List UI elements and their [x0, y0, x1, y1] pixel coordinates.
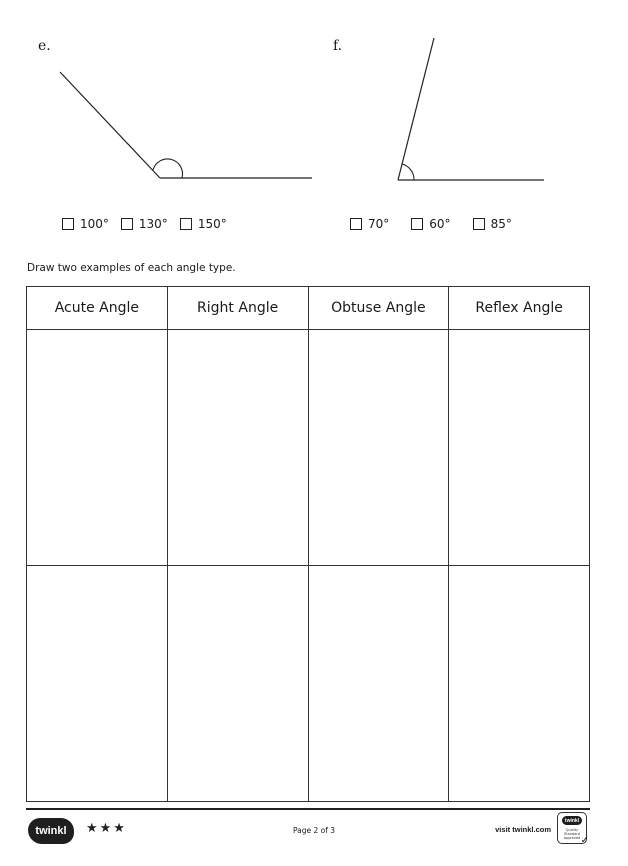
- rating-stars: ★★★: [86, 821, 127, 836]
- option-f-3[interactable]: 85°: [473, 217, 512, 231]
- drawing-cell-right-1[interactable]: [167, 330, 308, 566]
- drawing-cell-obtuse-2[interactable]: [308, 566, 449, 802]
- table-row: [27, 566, 590, 802]
- checkmark-icon: ✓: [580, 835, 589, 846]
- drawing-cell-right-2[interactable]: [167, 566, 308, 802]
- checkbox[interactable]: [62, 218, 74, 230]
- question-f-label: f.: [333, 38, 343, 54]
- footer-divider: [26, 808, 590, 810]
- visit-link[interactable]: visit twinkl.com: [495, 825, 551, 834]
- table-row: [27, 330, 590, 566]
- checkbox[interactable]: [473, 218, 485, 230]
- drawing-cell-reflex-2[interactable]: [449, 566, 590, 802]
- header-obtuse: Obtuse Angle: [308, 287, 449, 330]
- table-header-row: [27, 287, 590, 330]
- drawing-cell-acute-1[interactable]: [27, 330, 168, 566]
- question-e-options: [62, 217, 239, 231]
- question-e-label: e.: [38, 38, 51, 54]
- page-number: Page 2 of 3: [292, 826, 336, 835]
- checkbox[interactable]: [411, 218, 423, 230]
- badge-logo: twinkl: [562, 816, 582, 825]
- quality-badge: [557, 812, 587, 844]
- question-f-options: [350, 217, 524, 231]
- header-right: Right Angle: [167, 287, 308, 330]
- option-f-1[interactable]: 70°: [350, 217, 389, 231]
- drawing-cell-reflex-1[interactable]: [449, 330, 590, 566]
- angle-types-table: [26, 286, 590, 802]
- option-e-2[interactable]: 130°: [121, 217, 168, 231]
- header-acute: Acute Angle: [27, 287, 168, 330]
- badge-caption: Quality Standard Approved: [563, 828, 581, 841]
- drawing-cell-obtuse-1[interactable]: [308, 330, 449, 566]
- header-reflex: Reflex Angle: [449, 287, 590, 330]
- option-e-3[interactable]: 150°: [180, 217, 227, 231]
- checkbox[interactable]: [180, 218, 192, 230]
- instruction-text: Draw two examples of each angle type.: [27, 262, 236, 274]
- option-f-2[interactable]: 60°: [411, 217, 450, 231]
- twinkl-logo: twinkl: [28, 818, 74, 844]
- option-e-1[interactable]: 100°: [62, 217, 109, 231]
- drawing-cell-acute-2[interactable]: [27, 566, 168, 802]
- angle-f-diagram: [0, 0, 628, 200]
- checkbox[interactable]: [121, 218, 133, 230]
- checkbox[interactable]: [350, 218, 362, 230]
